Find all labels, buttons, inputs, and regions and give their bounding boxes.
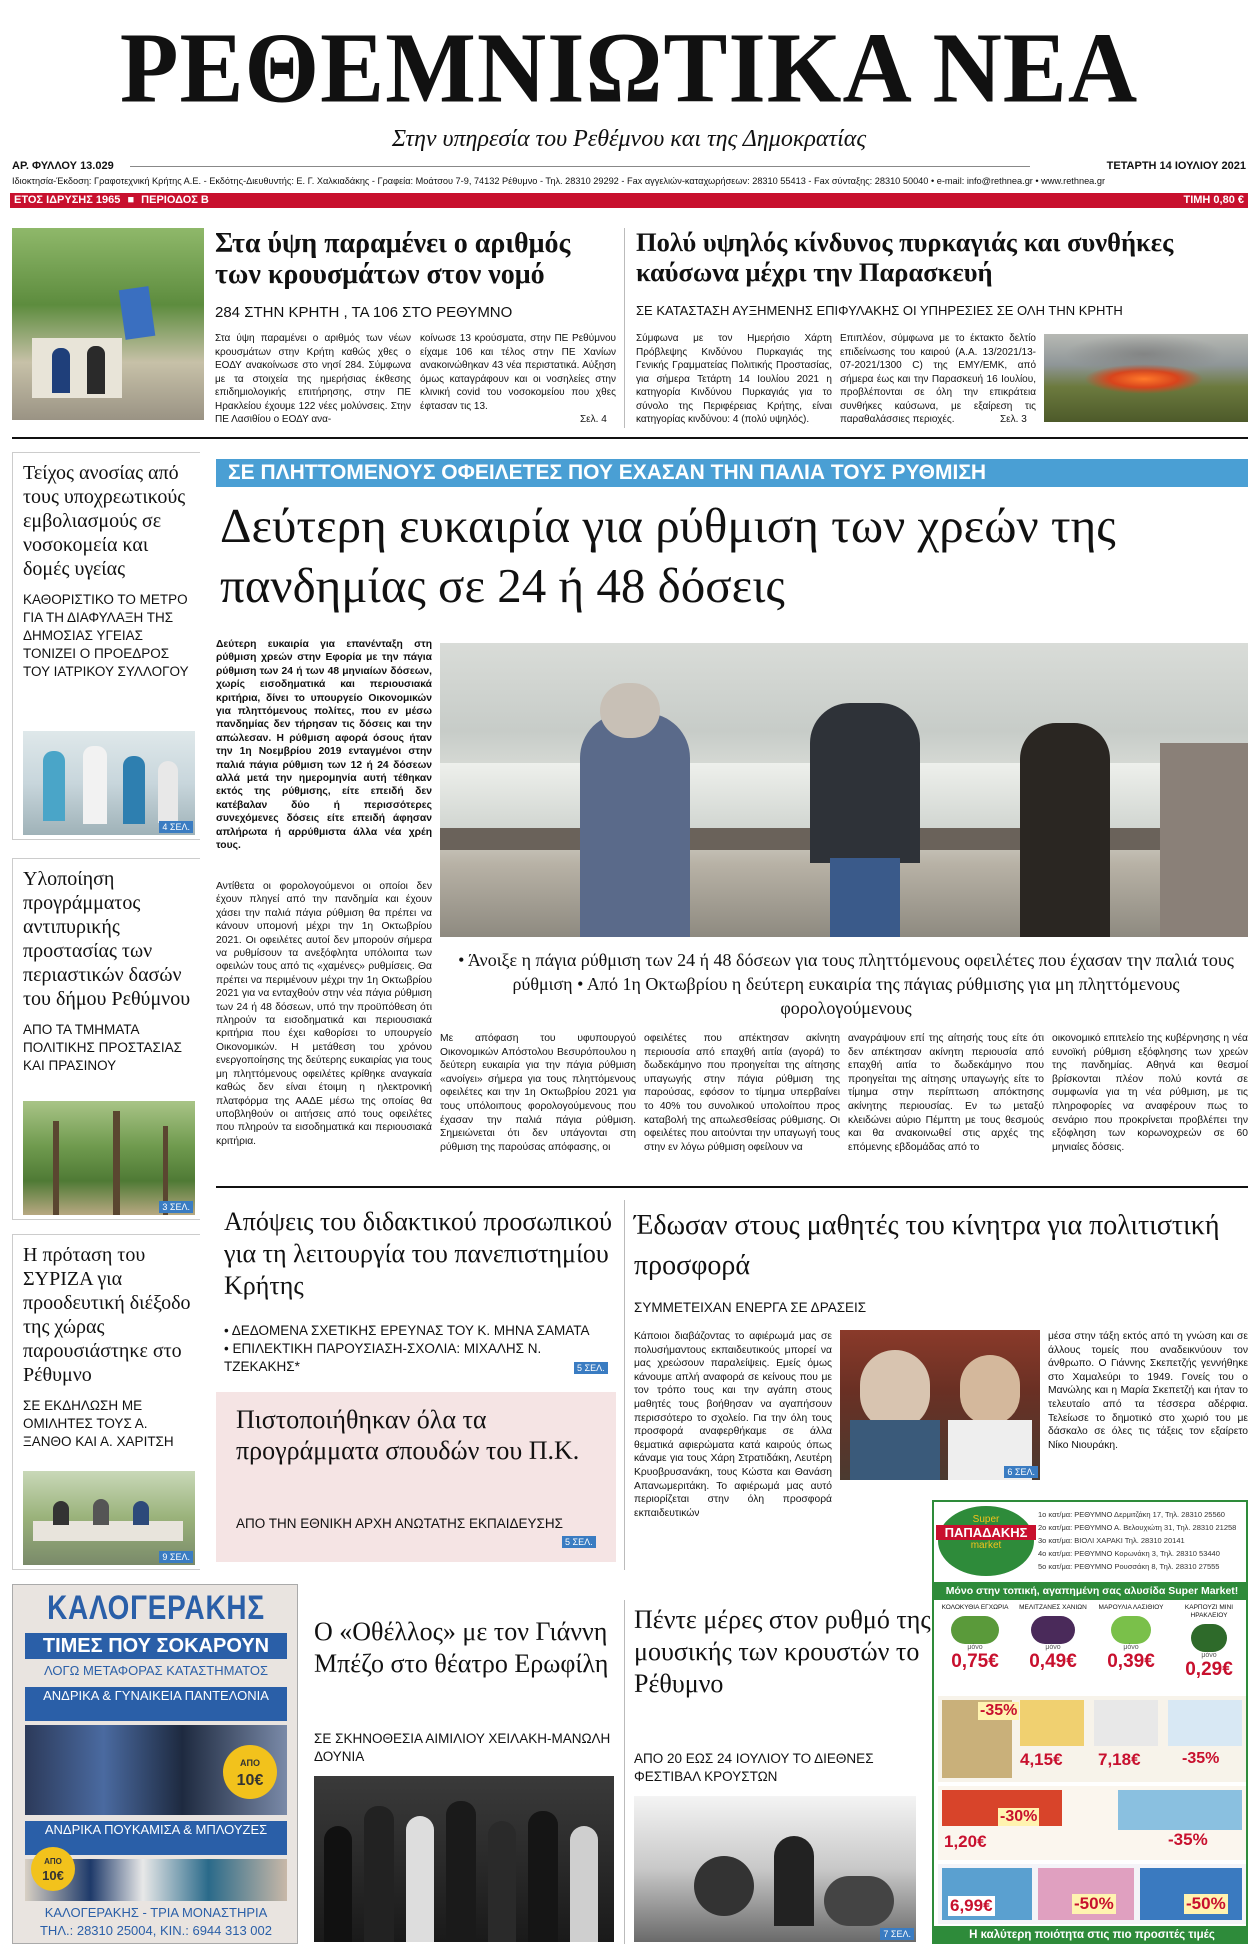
- story2-col1: Σύμφωνα με τον Ημερήσιο Χάρτη Πρόβλεψης Κινδύνου Πυρκαγιάς της Γενικής Γραμματείας Πολιτικής Προστασίας, για σήμερα Τετάρτη 14 Ιουλίου 2021 η κατηγορία Κινδύνου Πυρκαγιάς για το σύνολο της Περιφέρειας Κρήτης, είναι κατηγορίας κινδύνου: 4 (πολύ υψηλός).: [636, 333, 832, 425]
- section-rule-2: [216, 1186, 1248, 1188]
- market-deals-row-3: [938, 1864, 1246, 1924]
- sidebar-box-3: [12, 1234, 200, 1570]
- ad-kalog-name: ΚΑΛΟΓΕΡΑΚΗΣ: [47, 1589, 265, 1627]
- product-watermelon: [1172, 1604, 1246, 1690]
- sidebar2-sub: ΑΠΟ ΤΑ ΤΜΗΜΑΤΑ ΠΟΛΙΤΙΚΗΣ ΠΡΟΣΤΑΣΙΑΣ ΚΑΙ ΠΡΑΣΙΝΟΥ: [23, 1022, 182, 1073]
- drums-page-num[interactable]: 7: [883, 1929, 889, 1939]
- market-logo-bottom: market: [970, 1540, 1002, 1551]
- info-bar: ΕΤΟΣ ΙΔΡΥΣΗΣ 1965 ■ ΠΕΡΙΟΔΟΣ Β ΤΙΜΗ 0,80 €: [10, 193, 1248, 208]
- market-store-5: 5ο κατ/μα: ΡΕΘΥΜΝΟ Ρουσσάκη 8, Τηλ. 28310 27555: [1038, 1562, 1220, 1571]
- story2-headline: Πολύ υψηλός κίνδυνος πυρκαγιάς και συνθήκες καύσωνα μέχρι την Παρασκευή: [636, 227, 1174, 287]
- product-lettuce: [1094, 1604, 1168, 1690]
- deal-6: -35%: [1168, 1830, 1208, 1849]
- uni-page-num[interactable]: 5: [577, 1363, 583, 1373]
- deal-chips-img: [1020, 1700, 1084, 1746]
- market-logo-brand: ΠΑΠΑΔΑΚΗΣ: [936, 1525, 1036, 1540]
- othello-headline: Ο «Οθέλλος» με τον Γιάννη Μπέζο στο θέατρο Ερωφίλη: [314, 1617, 609, 1678]
- drums-sub: ΑΠΟ 20 ΕΩΣ 24 ΙΟΥΛΙΟΥ ΤΟ ΔΙΕΘΝΕΣ ΦΕΣΤΙΒΑΛ ΚΡΟΥΣΤΩΝ: [634, 1751, 874, 1784]
- students-headline: Έδωσαν στους μαθητές του κίνητρα για πολιτιστική προσφορά: [634, 1210, 1220, 1281]
- drums-page-sel: ΣΕΛ.: [890, 1929, 911, 1939]
- column-divider-2: [624, 1200, 625, 1570]
- deal-10: -50%: [1186, 1894, 1226, 1913]
- sidebar1-headline: Τείχος ανοσίας από τους υποχρεωτικούς εμβολιασμούς σε νοσοκομεία και δομές υγείας: [23, 462, 186, 580]
- masthead-tagline: Στην υπηρεσία του Ρεθέμνου και της Δημοκρατίας: [391, 126, 867, 152]
- deal-9: -50%: [1074, 1894, 1114, 1913]
- issue-number: ΑΡ. ΦΥΛΛΟΥ 13.029: [12, 160, 114, 172]
- deal-milk-img: [1168, 1700, 1242, 1746]
- lead-body-col1: Αντίθετα οι φορολογούμενοι οι οποίοι δεν έχουν πληγεί από την πανδημία και έχουν χάσει την παλιά πάγια ρύθμιση θα πρέπει να κάνουν υπομονή μέχρι την 1η Οκτωβρίου 2021. Οι οφειλέτες αυτοί δεν μπορούν σήμερα να ρυθμίσουν τα ανεξόφλητα υπόλοιπα των οφειλών τους από τις «χαμένες» ρυθμίσεις. Θα πρέπει να περιμένουν μέχρι την 1η Οκτωβρίου 2021 για να ενταχθούν στην νέα πάγια ρύθμιση των 24 ή 48 δόσεων, υπό την προϋπόθεση ότι πληρούν τα εισοδηματικά και περιουσιακά κριτήρια που έχει καθορίσει το υπουργείο Οικονομικών. Η μετάθεση του χρόνου ενεργοποίησης της δεύτερης ευκαιρίας για τους μη πληττόμενους οφειλέτες κρίθηκε αναγκαία καθώς δεν είναι έτοιμη η ηλεκτρονική πλατφόρμα της ΑΑΔΕ μέσω της οποίας θα υποβληθούν οι αιτήσεις από τους οφειλέτες που πληρούν τα εισοδηματικά και περιουσιακά κριτήρια.: [216, 881, 432, 1147]
- price-badge-1: [223, 1745, 277, 1799]
- wildfire-photo: [1044, 334, 1248, 422]
- publisher-line: Ιδιοκτησία-Έκδοση: Γραφοτεχνική Κρήτης Α.Ε. - Εκδότης-Διευθυντής: Ε. Γ. Χαλκιαδάκης - Γραφεία: Μοάτσου 7-9, 74132 Ρέθυμνο - Τηλ. 28310 29292 - Fax αγγελιών-καταχωρήσεων: 28310 55413 - Fax σύνταξης: 28310 50040 • e-mail: info@rethnea.gr • www.rethnea.gr: [12, 176, 1106, 186]
- lead-headline: Δεύτερη ευκαιρία για ρύθμιση των χρεών της πανδημίας σε 24 ή 48 δόσεις: [220, 498, 1116, 613]
- market-produce-row: [934, 1602, 1248, 1692]
- deal-1: -35%: [980, 1702, 1018, 1719]
- product-zucchini: [938, 1604, 1012, 1690]
- deal-5: -30%: [1000, 1808, 1038, 1825]
- lead-photo-caption: • Άνοιξε η πάγια ρύθμιση των 24 ή 48 δόσεων για τους πληττόμενους οφειλέτες που έχασαν την παλιά τους ρύθμιση • Από 1η Οκτωβρίου η δεύτερη ευκαιρία της πάγιας ρύθμισης για μη πληττόμενους φορολογούμενους: [458, 950, 1234, 1018]
- students-col1: Κάποιοι διαβάζοντας το αφιέρωμά μας σε πολυσήμαντους εκπαιδευτικούς μπορεί να μας χρεώσουν παραλείψεις. Εμείς όμως κάνουμε απλή αναφορά σε κείνους που με τον τρόπο τους και την αγάπη στους μαθητές τους βοήθησαν να αγαπήσουν περισσότερο το σχολείο. Για την όλη τους προσφορά αναφερθήκαμε σε άλλα θεματικά αφιερώματα κατά καιρούς όπως κάναμε για τους Χάρη Στρατιδάκη, Λευτέρη Κρυοβρυσανάκη, τους Κώστα και Θανάση Απανωμεριτάκη. Το αφιέρωμά μας αυτό περιορίζεται στην όλη προσφορά εκπαιδευτικών: [634, 1331, 832, 1519]
- ad-kalog-cat1: ΑΝΔΡΙΚΑ & ΓΥΝΑΙΚΕΙΑ ΠΑΝΤΕΛΟΝΙΑ: [25, 1687, 287, 1721]
- othello-cast-photo: [314, 1776, 614, 1942]
- product-watermelon-mono: μόνο: [1201, 1652, 1217, 1659]
- header-divider: [130, 166, 1030, 167]
- programs-sub: ΑΠΟ ΤΗΝ ΕΘΝΙΚΗ ΑΡΧΗ ΑΝΩΤΑΤΗΣ ΕΚΠΑΙΔΕΥΣΗΣ: [236, 1516, 563, 1531]
- price-badge-2-prefix: ΑΠΟ: [44, 1857, 62, 1866]
- ad-kalog-footer2: ΤΗΛ.: 28310 25004, ΚΙΝ.: 6944 313 002: [39, 1923, 272, 1938]
- section-rule: [12, 437, 1248, 439]
- deal-2: 4,15€: [1020, 1750, 1063, 1769]
- papadakis-ad[interactable]: [932, 1500, 1248, 1944]
- students-col2: μέσα στην τάξη εκτός από τη γνώση και σε άλλους τομείς που αναδεικνύουν τον άνθρωπο. Ο Γιάννης Σκεπετζής γεννήθηκε στο Χαμαλεύρι το 1949. Γονείς του ο Μανώλης και η Μαρία Σκεπετζή και ήταν το τελευταίο από τα τέσσερα αδέρφια. Τελείωσε το δημοτικό στο χωριό του με δάσκαλο σε όλες τις τάξεις τον εξαίρετο Νίκο Νιουράκη.: [1048, 1331, 1248, 1451]
- uni-bullet-2: • ΕΠΙΛΕΚΤΙΚΗ ΠΑΡΟΥΣΙΑΣΗ-ΣΧΟΛΙΑ: ΜΙΧΑΛΗΣ Ν. ΤΖΕΚΑΚΗΣ*: [224, 1341, 542, 1374]
- lead-body-col5: οικονομικό επιτελείο της κυβέρνησης η νέα ευνοϊκή ρύθμιση εξόφλησης των χρεών της πανδημίας. Αθηνά και θεσμοί βρίσκονται πλέον πολύ κοντά σε συμφωνία για τη νέα ρύθμιση, με τις πληροφορίες να αναφέρουν πως το σενάριο που προκρίνεται προβλέπει την εξόφληση των κορωνοχρεών σε 60 μηνιαίες δόσεις.: [1052, 1033, 1248, 1153]
- programs-box: [216, 1392, 616, 1562]
- programs-page-num[interactable]: 5: [565, 1537, 571, 1547]
- lettuce-icon: [1111, 1616, 1151, 1644]
- deal-3: 7,18€: [1098, 1750, 1141, 1769]
- uni-bullet-1: • ΔΕΔΟΜΕΝΑ ΣΧΕΤΙΚΗΣ ΕΡΕΥΝΑΣ ΤΟΥ Κ. ΜΗΝΑ ΣΑΜΑΤΑ: [224, 1323, 590, 1338]
- market-banner: Μόνο στην τοπική, αγαπημένη σας αλυσίδα Super Market!: [934, 1582, 1248, 1600]
- lead-body-col4: αναγράψουν επί της αίτησής τους είτε ότι δεν απέκτησαν ακίνητη περιουσία από επαχθή αιτία το δωδεκάμηνο που προηγείται της αίτησης υπαγωγής είτε το τίμημα στην περίπτωση απόκτησης ακίνητης περιουσίας. Εν τω μεταξύ κλειδώνει αύριο Πέμπτη με τους θεσμούς και θα ανακοινωθεί στις αρχές της επόμενης εβδομάδας από το: [848, 1033, 1044, 1153]
- story2-col2: Επιπλέον, σύμφωνα με το έκτακτο δελτίο επιδείνωσης του καιρού (Α.Α. 13/2021/13-07-2021/1300 C) της ΕΜΥ/ΕΜΚ, από σήμερα έως και την Παρασκευή 16 Ιουλίου, προβλέπονται σε όλη την επικράτεια συνθήκες καύσωνα, με εξαίρεση τις παραθαλάσσιες περιοχές.: [840, 333, 1036, 425]
- sidebar-box-2: [12, 858, 200, 1220]
- ad-kalog-reason: ΛΟΓΩ ΜΕΤΑΦΟΡΑΣ ΚΑΤΑΣΤΗΜΑΤΟΣ: [43, 1663, 269, 1678]
- sidebar2-page-num[interactable]: 3: [162, 1202, 168, 1212]
- story1-col1: Στα ύψη παραμένει ο αριθμός των νέων κρουσμάτων στην Κρήτη καθώς χθες ο ΕΟΔΥ ανακοίνωσε στο νησί 284. Σύμφωνα με τα στοιχεία της ημερήσιας έκθεσης επιδημιολογικής επιτήρησης, στην ΠΕ Ηρακλείου έχουμε 122 νέες μολύνσεις. Στην ΠΕ Λασιθίου ο ΕΟΔΥ ανα-: [215, 333, 411, 425]
- ad-kalog-footer1: ΚΑΛΟΓΕΡΑΚΗΣ - ΤΡΙΑ ΜΟΝΑΣΤΗΡΙΑ: [44, 1905, 268, 1920]
- column-divider: [624, 228, 625, 428]
- sidebar1-page-sel: ΣΕΛ.: [169, 822, 190, 832]
- programs-page-sel: ΣΕΛ.: [572, 1537, 593, 1547]
- masthead-title: ΡΕΘΕΜΝΙΩΤΙΚΑ ΝΕΑ: [119, 11, 1139, 124]
- product-watermelon-name: ΚΑΡΠΟΥΖΙ ΜΙΝΙ ΗΡΑΚΛΕΙΟΥ: [1184, 1604, 1234, 1619]
- syriza-event-photo: [23, 1471, 195, 1565]
- sidebar2-headline: Υλοποίηση προγράμματος αντιπυρικής προστασίας των περιαστικών δασών του δήμου Ρεθύμνου: [23, 868, 191, 1010]
- price-badge-1-value: 10€: [236, 1772, 264, 1789]
- price-badge-2: [31, 1847, 75, 1891]
- lead-intro: Δεύτερη ευκαιρία για επανένταξη στη ρύθμιση χρεών στην Εφορία με την πάγια ρύθμιση των 24 ή των 48 μηνιαίων δόσεων, χωρίς εισοδηματικά και περιουσιακά κριτήρια, δίνει το υπουργείο Οικονομικών για πληττόμενους πολίτες, που εν μέσω πανδημίας δεν τήρησαν τις δόσεις και την απώλεσαν. Η ρύθμιση αφορά όσους ήταν την 1η Νοεμβρίου 2019 ενταγμένοι στην παλιά πάγια ρύθμιση των 12 ή 24 δόσεων αλλά μετά την ημερομηνία αυτή τέθηκαν εκτός της ρύθμισης, είτε επειδή δεν κατέβαλαν δύο ή περισσότερες συνεχόμενες δόσεις είτε επειδή άφησαν απλήρωτα ή αρρύθμιστα άλλα νέα χρέη τους.: [216, 639, 432, 852]
- market-store-3: 3ο κατ/μα: ΒΙΟΛΙ ΧΑΡΑΚΙ Τηλ. 28310 20141: [1038, 1536, 1185, 1545]
- product-lettuce-name: ΜΑΡΟΥΛΙΑ ΛΑΣΙΘΙΟΥ: [1098, 1604, 1164, 1611]
- issue-date: ΤΕΤΑΡΤΗ 14 ΙΟΥΛΙΟΥ 2021: [1106, 160, 1246, 172]
- product-eggplant-price: 0,49€: [1029, 1651, 1077, 1672]
- market-logo: [938, 1506, 1034, 1576]
- tax-office-photo: [440, 643, 1248, 937]
- students-page-sel: ΣΕΛ.: [1014, 1467, 1035, 1477]
- uni-bullets: [224, 1322, 614, 1376]
- story1-col2: κοίνωσε 13 κρούσματα, στην ΠΕ Ρεθύμνου είχαμε 106 και τέλος στην ΠΕ Χανίων ανακοινώθηκαν 43 νέα περιστατικά. Αύξηση όμως καταγράφουν και οι νοσηλείες στην κλινική covid του νοσοκομείου που χθες έφτασαν τις 13.: [420, 333, 616, 412]
- story2-page-ref[interactable]: Σελ. 3: [1000, 414, 1027, 425]
- ad-kalog-slogan: ΤΙΜΕΣ ΠΟΥ ΣΟΚΑΡΟΥΝ: [25, 1633, 287, 1659]
- zucchini-icon: [951, 1616, 999, 1644]
- story1-headline: Στα ύψη παραμένει ο αριθμός των κρουσμάτων στον νομό: [215, 228, 571, 291]
- uni-headline: Απόψεις του διδακτικού προσωπικού για τη λειτουργία του πανεπιστημίου Κρήτης: [224, 1207, 613, 1300]
- market-deals-row-1: [938, 1696, 1246, 1782]
- covid-test-photo: [12, 228, 204, 420]
- product-eggplant-name: ΜΕΛΙΤΖΑΝΕΣ ΧΑΝΙΩΝ: [1019, 1604, 1087, 1611]
- uni-page-sel: ΣΕΛ.: [584, 1363, 605, 1373]
- programs-headline: Πιστοποιήθηκαν όλα τα προγράμματα σπουδών του Π.Κ.: [236, 1405, 580, 1465]
- sidebar3-sub: ΣΕ ΕΚΔΗΛΩΣΗ ΜΕ ΟΜΙΛΗΤΕΣ ΤΟΥΣ Α. ΞΑΝΘΟ ΚΑΙ Α. ΧΑΡΙΤΣΗ: [23, 1398, 174, 1449]
- lead-kicker: ΣΕ ΠΛΗΤΤΟΜΕΝΟΥΣ ΟΦΕΙΛΕΤΕΣ ΠΟΥ ΕΧΑΣΑΝ ΤΗΝ ΠΑΛΙΑ ΤΟΥΣ ΡΥΘΜΙΣΗ: [216, 459, 1248, 487]
- deal-7: 1,20€: [944, 1832, 987, 1851]
- period-label: ΠΕΡΙΟΔΟΣ Β: [141, 194, 209, 206]
- students-sub: ΣΥΜΜΕΤΕΙΧΑΝ ΕΝΕΡΓΑ ΣΕ ΔΡΑΣΕΙΣ: [634, 1300, 867, 1315]
- product-zucchini-name: ΚΟΛΟΚΥΘΙΑ ΕΓΧΩΡΙΑ: [941, 1604, 1009, 1611]
- students-page-num[interactable]: 6: [1007, 1467, 1013, 1477]
- sidebar3-page-sel: ΣΕΛ.: [169, 1552, 190, 1562]
- lead-body-col3: οφειλέτες που απέκτησαν ακίνητη περιουσία από επαχθή αιτία (αγορά) το δωδεκάμηνο που προηγείται της αίτησης υπαγωγής στην πάγια ρύθμιση της παρούσας, εφόσον το τίμημα υπερβαίνει το 40% του συνολικού υπολοίπου προς καταβολή της απωλεσθείσας ρύθμισης. Οι οφειλέτες που αιτούνται την υπαγωγή τους στην εν λόγω ρύθμιση οφείλουν να: [644, 1033, 840, 1153]
- sidebar3-page-num[interactable]: 9: [162, 1552, 168, 1562]
- price-badge-2-value: 10€: [42, 1868, 64, 1883]
- forest-photo: [23, 1101, 195, 1215]
- story1-page-ref[interactable]: Σελ. 4: [580, 414, 607, 425]
- column-divider-3: [624, 1600, 625, 1944]
- othello-sub: ΣΕ ΣΚΗΝΟΘΕΣΙΑ ΑΙΜΙΛΙΟΥ ΧΕΙΛΑΚΗ-ΜΑΝΩΛΗ ΔΟΥΝΙΑ: [314, 1731, 611, 1764]
- market-store-4: 4ο κατ/μα: ΡΕΘΥΜΝΟ Κορωνάκη 3, Τηλ. 28310 53440: [1038, 1549, 1220, 1558]
- sidebar1-sub: ΚΑΘΟΡΙΣΤΙΚΟ ΤΟ ΜΕΤΡΟ ΓΙΑ ΤΗ ΔΙΑΦΥΛΑΞΗ ΤΗΣ ΔΗΜΟΣΙΑΣ ΥΓΕΙΑΣ ΤΟΝΙΖΕΙ Ο ΠΡΟΕΔΡΟΣ ΤΟΥ ΙΑΤΡΙΚΟΥ ΣΥΛΛΟΓΟΥ: [23, 592, 189, 679]
- drums-headline: Πέντε μέρες στον ρυθμό της μουσικής των κρουστών το Ρέθυμνο: [634, 1605, 931, 1698]
- product-lettuce-price: 0,39€: [1107, 1651, 1155, 1672]
- product-eggplant-mono: μόνο: [1045, 1644, 1061, 1651]
- product-zucchini-mono: μόνο: [967, 1644, 983, 1651]
- sidebar1-page-num[interactable]: 4: [162, 822, 168, 832]
- lead-body-col2: Με απόφαση του υφυπουργού Οικονομικών Απόστολου Βεσυρόπουλου η δεύτερη ευκαιρία για την πάγια ρύθμιση «ανοίγει» σήμερα για τους πληττόμενους οφειλέτες και την 1η Οκτωβρίου 2021 για τους υπόλοιπους φορολογούμενους που έχασαν την παλιά πάγια ρύθμιση. Σημειώνεται ότι δεν υπάγονται στη ρύθμιση της παρούσας απόφασης, οι: [440, 1033, 636, 1153]
- eggplant-icon: [1031, 1616, 1075, 1644]
- product-zucchini-price: 0,75€: [951, 1651, 999, 1672]
- deal-8: 6,99€: [950, 1896, 993, 1915]
- market-logo-top: Super: [972, 1514, 1000, 1525]
- founded-label: ΕΤΟΣ ΙΔΡΥΣΗΣ 1965: [14, 194, 121, 206]
- kalogerakis-ad[interactable]: [12, 1584, 298, 1944]
- deal-feta-img: [1094, 1700, 1158, 1746]
- market-stores: [1038, 1508, 1248, 1573]
- market-store-2: 2ο κατ/μα: ΡΕΘΥΜΝΟ Α. Βελουχιώτη 31, Τηλ. 28310 21258: [1038, 1523, 1237, 1532]
- price-badge-1-prefix: ΑΠΟ: [240, 1758, 260, 1768]
- product-lettuce-mono: μόνο: [1123, 1644, 1139, 1651]
- market-footer: Η καλύτερη ποιότητα στις πιο προσιτές τιμές: [934, 1926, 1248, 1944]
- watermelon-icon: [1191, 1624, 1227, 1652]
- product-eggplant: [1016, 1604, 1090, 1690]
- deal-4: -35%: [1182, 1750, 1220, 1767]
- sidebar2-page-sel: ΣΕΛ.: [169, 1202, 190, 1212]
- hospital-staff-photo: [23, 731, 195, 835]
- market-deals-row-2: [938, 1786, 1246, 1860]
- sidebar3-headline: Η πρόταση του ΣΥΡΙΖΑ για προοδευτική διέξοδο της χώρας παρουσιάστηκε στο Ρέθυμνο: [23, 1244, 191, 1386]
- sidebar-box-1: [12, 452, 200, 840]
- deal-diapers-img: [1118, 1790, 1242, 1830]
- ad-kalog-cat2: ΑΝΔΡΙΚΑ ΠΟΥΚΑΜΙΣΑ & ΜΠΛΟΥΖΕΣ: [25, 1821, 287, 1855]
- drums-photo: [634, 1796, 916, 1942]
- price-label: ΤΙΜΗ 0,80 €: [1183, 194, 1244, 206]
- product-watermelon-price: 0,29€: [1185, 1659, 1233, 1680]
- teachers-photo: [840, 1330, 1040, 1480]
- story1-subhead: 284 ΣΤΗΝ ΚΡΗΤΗ , ΤΑ 106 ΣΤΟ ΡΕΘΥΜΝΟ: [215, 304, 513, 321]
- story2-subhead: ΣΕ ΚΑΤΑΣΤΑΣΗ ΑΥΞΗΜΕΝΗΣ ΕΠΙΦΥΛΑΚΗΣ ΟΙ ΥΠΗΡΕΣΙΕΣ ΣΕ ΟΛΗ ΤΗΝ ΚΡΗΤΗ: [636, 303, 1123, 318]
- market-store-1: 1ο κατ/μα: ΡΕΘΥΜΝΟ Δερμιτζάκη 17, Τηλ. 28310 25560: [1038, 1510, 1225, 1519]
